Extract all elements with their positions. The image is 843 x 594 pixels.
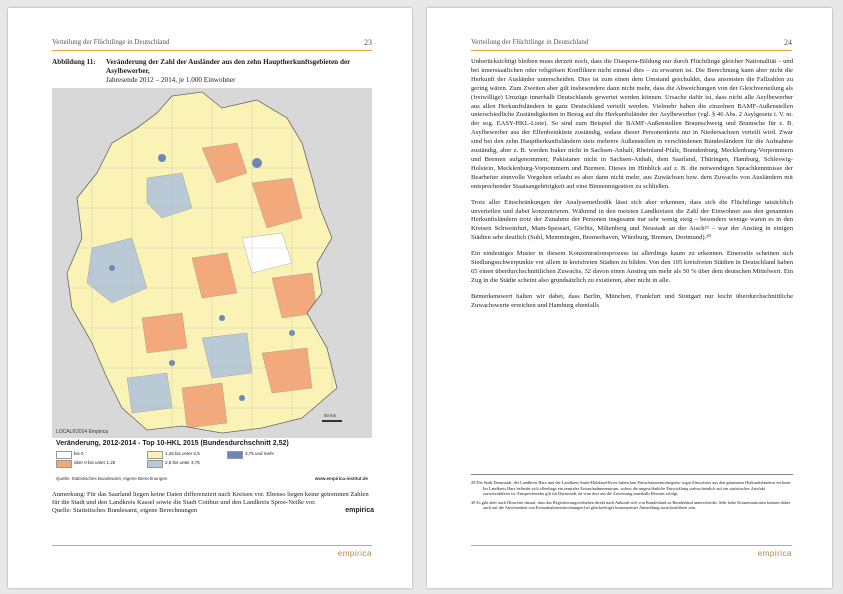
footnote: 30 Es gibt aber auch Hinweise darauf, dass das Registrierungsverhalten direkt nach Ankunft sich von Bundesland zu Bundesland unterscheidet. Sehr hohe Konzentrationen können daher auch auf die Anwesenheit von Erstaufnahmeeinrichtungen bei gleichzeitiger konsequenter Anmeldung zurückzuführen sein. [471,499,791,510]
figure-subtitle: Jahresende 2012 – 2014, je 1.000 Einwohner [106,76,236,84]
header-title: Verteilung der Flüchtlinge in Deutschland [52,38,170,46]
page-header [471,38,792,51]
legend-swatch-0 [56,451,72,459]
legend-label-0: bis 0 [74,451,84,456]
figure-caption [52,58,372,85]
footnotes [471,474,793,514]
legend-swatch-3 [56,460,72,468]
page-header [52,38,372,51]
map-source: Quelle: Statistisches Bundesamt, eigene Berechnungen [56,476,168,481]
page-number: 23 [364,38,372,47]
footer-brand: empirica [757,549,792,558]
page-number: 24 [784,38,792,47]
scale-label: 50 km [324,413,337,418]
paragraph: Ein eindeutiges Muster in diesem Konzentrationsprozess ist allerdings kaum zu erkennen. Einerseits scheinen sich Siedlungsschwerpunkte vor allem in kreisfreien Städten zu bilden. Von den 105 kreisfreien Städten in Deutschland haben 65 einen überdurchschnittlichen Zuwachs, 32 davon einen Anstieg um mehr als 50 % über dem deutschen Mittelwert. Ein Zug in die Städte scheint also grundsätzlich zu existieren, aber nicht in alle. [471,250,793,284]
footer-brand: empirica [337,549,372,558]
legend-title: Veränderung, 2012-2014 - Top 10-HKL 2015 (Bundesdurchschnitt 2,52) [56,440,289,447]
choropleth-map [52,88,372,438]
annotation-text: Anmerkung: Für das Saarland liegen keine Daten differenziert nach Kreisen vor. Ebenso liegen keine getrennten Zahlen für die Stadt und den Landkreis Kassel sowie die Stadt Cottbus und den Landkreis Spree-Neiße vor. [52,491,369,506]
legend-swatch-1 [147,451,163,459]
page-footer [52,545,372,558]
paragraph: Trotz aller Einschränkungen der Analysemethodik lässt sich aber erkennen, dass sich die Flüchtlinge tatsächlich unverteilen und dabei konzentrieren. Während in den meisten Landkreisen die Zahl der Einwohner aus den genannten Herkunftsländern trotz der Zunahme der Personen insgesamt nur sehr wenig steig – besonders wenige waren es in den Kreisen Schweinfurt, Main-Spessart, Görlitz, Miltenberg und Neustadt an der Aisch²⁹ – war der Anstieg in einigen Städten sehr deutlich (Suhl, Memmingen, Bremerhaven, Würzburg, Bremen, Dortmund).³⁰ [471,198,793,242]
brand-label: empirica [345,507,374,514]
paragraph: Bemerkenswert halten wir dabei, dass Berlin, München, Frankfurt und Stuttgart nur leicht überdurchschnittliche Zuwachswerte erreichen und Hamburg ebenfalls [471,292,793,309]
legend-label-3: über 0 bis unter 1,25 [74,460,116,465]
scale-bar [322,420,342,422]
figure-title: Veränderung der Zahl der Ausländer aus den zehn Hauptherkunftsgebieten der Asylbewerber, [106,58,351,75]
figure-label: Abbildung 11: [52,58,96,66]
page-24 [427,8,832,588]
figure-notes [52,491,374,515]
footnote: 29 Die Stadt Darmstadt, der Landkreis Harz und der Landkreis Saale-Holzland-Kreis haben laut Einwohnerzentralregister sogar Einwohner aus den genannten Herkunftsländern verloren. Im Landkreis Harz befindet sich allerdings ein zentrales Erstaufnahmezentrum, sodass die ungewöhnliche Entwicklung wahrscheinlich auf ein statistisches Artefakt zurückzuführen ist. Entsprechendes gilt für Darmstadt, da vom dort aus die Zuweisung innerhalb Hessens erfolgt. [471,480,792,496]
legend-label-4: 2,5 bis unter 3,75 [165,460,200,465]
map-source-url: www.empirica-institut.de [314,476,368,481]
paragraph: Unberücksichtigt bleiben muss derzeit noch, dass die Diaspora-Bildung nur durch Flüchtlinge gleicher Nationalität – und bei innerstaatlichen oder religiösen Konflikten nicht einmal dies – zu erwarten ist. Die Berechnung kann aber nicht die Herkunft der Ausländer unterscheiden. Dies ist zum einen dem Umstand geschuldet, dass ansonsten die Fallzahlen zu gering wären. Zum Zweiten aber gilt insbesondere dann nicht mehr, dass die Abweichungen von der Gleichverteilung als (freiwillige) Umzüge innerhalb Deutschlands gewertet werden können. Ursache dafür ist, dass nicht alle Asylbewerber aus allen Herkunftsländern in ganz Deutschland verteilt werden. Vielmehr haben die einzelnen BAMF-Außenstellen unterschiedliche Zuständigkeiten in Bezug auf die Herkunftsländer der Asylbewerber (vgl. § 46 Abs. 2 Asylgesetz i. V. m. der sog. EASY-HKL-Liste). So sind zum Beispiel die BAMF-Außenstellen Braunschweig und Bramsche für z. B. Asylbewerber aus der Elfenbeinküste zuständig, sodass dieser Personenkreis nur in Niedersachsen verteilt wird. Zwar sind bei den zehn Hauptherkunftsländern stets mehrere Außenstellen in verschiedenen Bundesländern für die Aufnahme zuständig, aber z. B. werden Iraker nicht in Sachsen-Anhalt, Rheinland-Pfalz, Brandenburg, Mecklenburg-Vorpommern und Bremen aufgenommen; Pakistaner nicht in Sachsen-Anhalt, dem Saarland, Thüringen, Hamburg, Schleswig-Holstein, Mecklenburg-Vorpommern und Bremen. Dieses im Hinblick auf z. B. die notwendigen Sprachkenntnisse der Bearbeiter sinnvolle Vorgehen erlaubt es aber dann nicht mehr, aus Zuwächsen bzw. dem Zuwachs von Ausländern mit entsprechender Staatsangehörigkeit auf eine Binnenmigration zu schließen. [471,58,793,190]
figure-source: Quelle: Statistisches Bundesamt, eigene Berechnungen [52,507,198,514]
legend-swatch-2 [227,451,243,459]
body-text [471,58,793,318]
map-legend [52,438,372,488]
legend-label-1: 1,25 bis unter 2,5 [165,451,200,456]
header-title: Verteilung der Flüchtlinge in Deutschland [471,38,589,46]
germany-map-svg [52,88,372,438]
page-23 [8,8,412,588]
map-watermark: LOCAL®2014 Empirica [56,429,109,435]
page-footer [471,545,792,558]
legend-swatch-4 [147,460,163,468]
legend-label-2: 3,75 und mehr [245,451,275,456]
